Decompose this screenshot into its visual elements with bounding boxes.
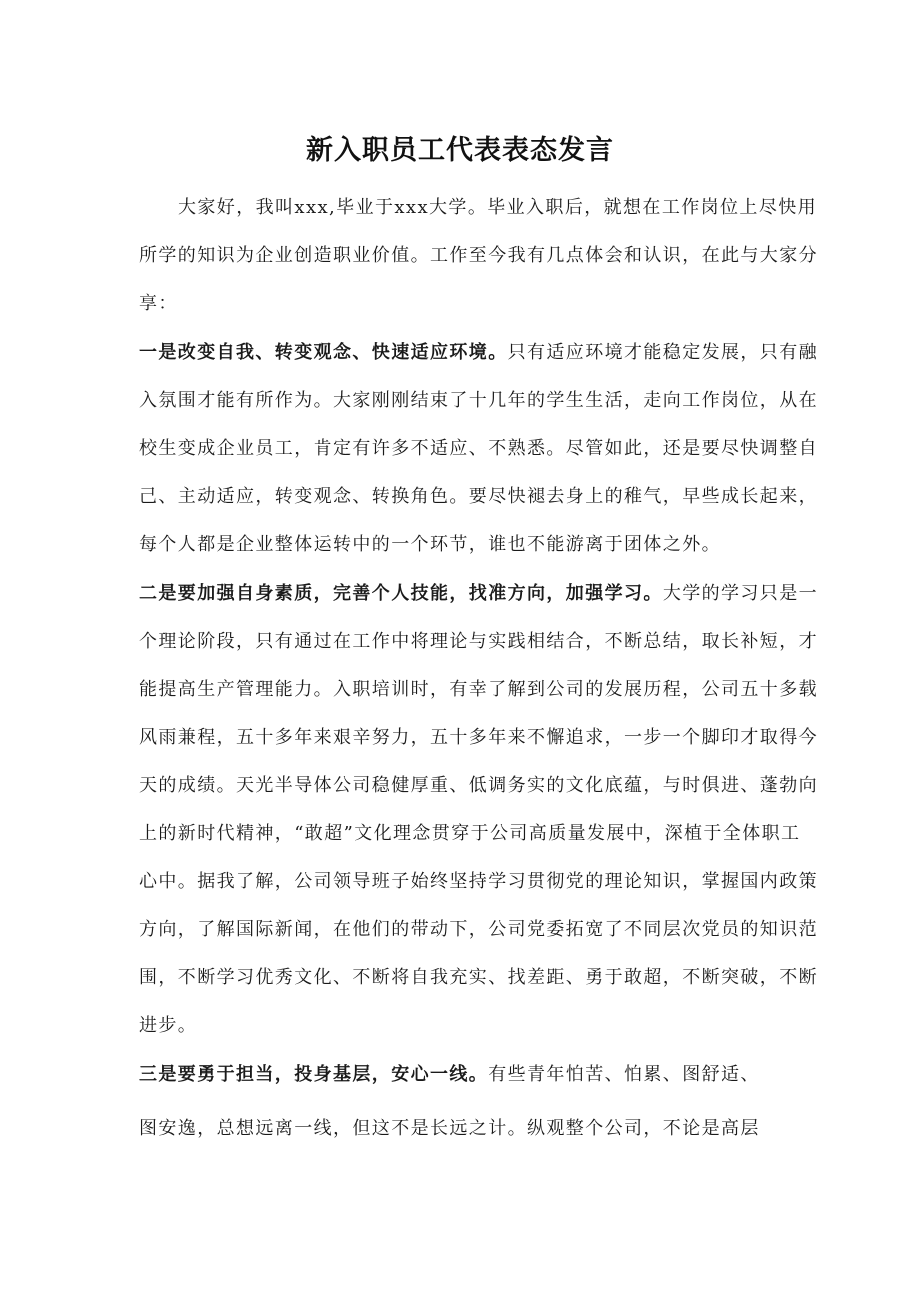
- line-text: 大学的学习只是一: [662, 583, 819, 604]
- document-title: 新入职员工代表表态发言: [306, 135, 614, 166]
- body-line: [139, 292, 178, 316]
- line-text: 上的新时代精神，“敢超”文化理念贯穿于公司高质量发展中，深植于全体职工: [139, 823, 801, 844]
- line-text: 入氛围才能有所作为。大家刚刚结束了十几年的学生生活，走向工作岗位，从在: [139, 390, 818, 411]
- line-text: 校生变成企业员工，肯定有许多不适应、不熟悉。尽管如此，还是要尽快调整自: [139, 438, 818, 459]
- body-line: [139, 966, 818, 990]
- line-text: 只有适应环境才能稳定发展，只有融: [507, 342, 819, 363]
- line-text: 进步。: [139, 1015, 198, 1036]
- paragraph-lead: 三是要勇于担当，投身基层，安心一线。: [139, 1064, 489, 1085]
- line-text: 所学的知识为企业创造职业价值。工作至今我有几点体会和认识，在此与大家分: [139, 245, 818, 266]
- body-line: [139, 1063, 760, 1087]
- line-text: 心中。据我了解，公司领导班子始终坚持学习贯彻党的理论知识，掌握国内政策: [139, 871, 818, 892]
- body-line: [139, 341, 818, 365]
- body-line: [139, 1014, 197, 1038]
- line-text: 风雨兼程，五十多年来艰辛努力，五十多年来不懈追求，一步一个脚印才取得今: [139, 727, 818, 748]
- body-line: [139, 1117, 760, 1141]
- body-line: [139, 244, 818, 268]
- body-line: [139, 822, 800, 846]
- body-line: [139, 533, 721, 557]
- body-line: [139, 485, 818, 509]
- body-line: [139, 389, 818, 413]
- body-line: [139, 870, 818, 894]
- body-line: [139, 726, 818, 750]
- paragraph-lead: 一是改变自我、转变观念、快速适应环境。: [139, 342, 508, 363]
- line-text: 有些青年怕苦、怕累、图舒适、: [488, 1064, 760, 1085]
- body-line: [139, 437, 818, 461]
- line-text: 天的成绩。天光半导体公司稳健厚重、低调务实的文化底蕴，与时俱进、蓬勃向: [139, 775, 818, 796]
- line-text: 图安逸，总想远离一线，但这不是长远之计。纵观整个公司，不论是高层: [139, 1118, 760, 1139]
- line-text: 每个人都是企业整体运转中的一个环节，谁也不能游离于团体之外。: [139, 534, 721, 555]
- body-line: [139, 774, 818, 798]
- paragraph-lead: 二是要加强自身素质，完善个人技能，找准方向，加强学习。: [139, 583, 663, 604]
- line-text: 方向，了解国际新闻，在他们的带动下，公司党委拓宽了不同层次党员的知识范: [139, 919, 818, 940]
- body-line: [139, 582, 818, 606]
- line-text: 大家好，我叫xxx,毕业于xxx大学。毕业入职后，就想在工作岗位上尽快用: [178, 197, 818, 218]
- line-text: 己、主动适应，转变观念、转换角色。要尽快褪去身上的稚气，早些成长起来，: [139, 486, 818, 507]
- body-line: [139, 678, 818, 702]
- line-text: 享：: [139, 293, 178, 314]
- body-line: [139, 630, 818, 654]
- line-text: 能提高生产管理能力。入职培训时，有幸了解到公司的发展历程，公司五十多载: [139, 679, 818, 700]
- line-text: 个理论阶段，只有通过在工作中将理论与实践相结合，不断总结，取长补短，才: [139, 631, 818, 652]
- body-line: [178, 196, 817, 220]
- line-text: 围，不断学习优秀文化、不断将自我充实、找差距、勇于敢超，不断突破，不断: [139, 967, 818, 988]
- body-line: [139, 918, 818, 942]
